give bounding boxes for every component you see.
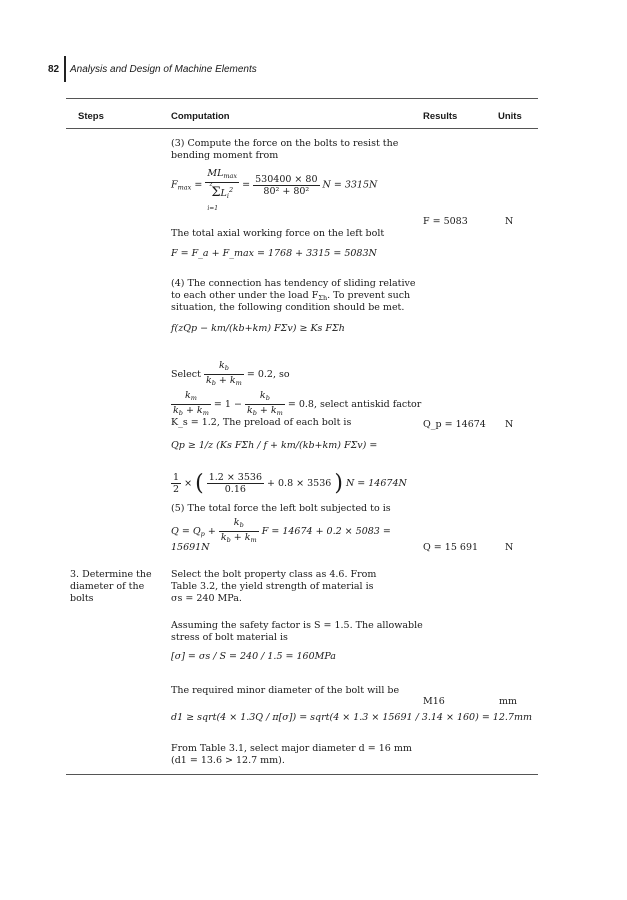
step3-p4-line2: (d1 = 13.6 > 12.7 mm). [171,755,285,766]
r5-unit: N [505,542,514,553]
r3-intro-line1: (3) Compute the force on the bolts to resist the [171,138,399,149]
r3-result: F = 5083 [423,216,468,227]
total-force-equation: $Q = Q_p$ + $\frac{k_b}{k_b + k_m}$ F = 14674 + 0.2 × 5083 = [171,517,391,544]
step3-p2-line1: Assuming the safety factor is S = 1.5. The allowable [171,620,423,631]
r4-unit: N [505,419,514,430]
r4-intro-line3: situation, the following condition should be met. [171,302,405,313]
table-head-rule [66,128,538,129]
select-ratio: Select $\frac{k_b}{k_b + k_m}$ = 0.2, so [171,360,290,387]
allowable-stress-equation: [σ] = σs / S = 240 / 1.5 = 160MPa [171,651,336,662]
fmax-equation: $F_{max}$ = $ML_{max}$ z $\Sigma L_i^2$ i=1 = $\frac{530400 \times 80}{\text{80² + 80²}}$ N = 3315N [171,168,378,212]
table-top-rule [66,98,538,99]
col-units: Units [498,111,522,122]
sliding-condition-equation: f(zQp − km/(kb+km) FΣv) ≥ Ks FΣh [171,323,345,334]
r5-intro: (5) The total force the left bolt subjected to is [171,503,391,514]
r5-result: Q = 15 691 [423,542,479,553]
table-bottom-rule [66,774,538,775]
col-steps: Steps [78,111,104,122]
r3-intro-line2: bending moment from [171,150,279,161]
step3-p2-line2: stress of bolt material is [171,632,288,643]
book-title: Analysis and Design of Machine Elements [70,64,257,75]
step3-unit: mm [499,696,518,707]
preload-equation-numeric: $\frac{1}{2}$ × ( $\frac{1.2 \times 3536}{0.16}$ + 0.8 × 3536 ) N = 14674N [173,471,407,496]
col-computation: Computation [171,111,230,122]
step3-result: M16 [423,696,445,707]
f-equation: F = F_a + F_max = 1768 + 3315 = 5083N [171,248,377,259]
step3-p3: The required minor diameter of the bolt will be [171,685,400,696]
page-number: 82 [48,64,60,75]
total-force-result-line: 15691N [171,542,210,553]
step3-p4-line1: From Table 3.1, select major diameter d = 16 mm [171,743,412,754]
r4-result: Q_p = 14674 [423,419,486,430]
r4-intro-line1: (4) The connection has tendency of sliding relative [171,278,416,289]
step3-p1-line3: σs = 240 MPa. [171,593,242,604]
step3-label-line2: diameter of the [70,581,145,592]
minor-diameter-equation: d1 ≥ sqrt(4 × 1.3Q / π[σ]) = sqrt(4 × 1.3 × 15691 / 3.14 × 160) = 12.7mm [171,712,532,723]
col-results: Results [423,111,458,122]
step3-label-line3: bolts [70,593,94,604]
preload-equation: Qp ≥ 1/z (Ks FΣh / f + km/(kb+km) FΣv) = [171,440,378,451]
header-divider [64,56,66,82]
ratio-equation: $\frac{k_m}{k_b + k_m}$ = 1 − $\frac{k_b}{k_b + k_m}$ = 0.8, select antiskid factor [173,390,422,417]
step3-label-line1: 3. Determine the [70,569,152,580]
step3-p1-line2: Table 3.2, the yield strength of material is [171,581,374,592]
r3-unit: N [505,216,514,227]
ks-text: K_s = 1.2, The preload of each bolt is [171,417,352,428]
r4-intro-line2: to each other under the load $F_{\Sigma h}$. To prevent such [171,290,411,302]
step3-p1-line1: Select the bolt property class as 4.6. From [171,569,377,580]
r3-total-text: The total axial working force on the left bolt [171,228,385,239]
